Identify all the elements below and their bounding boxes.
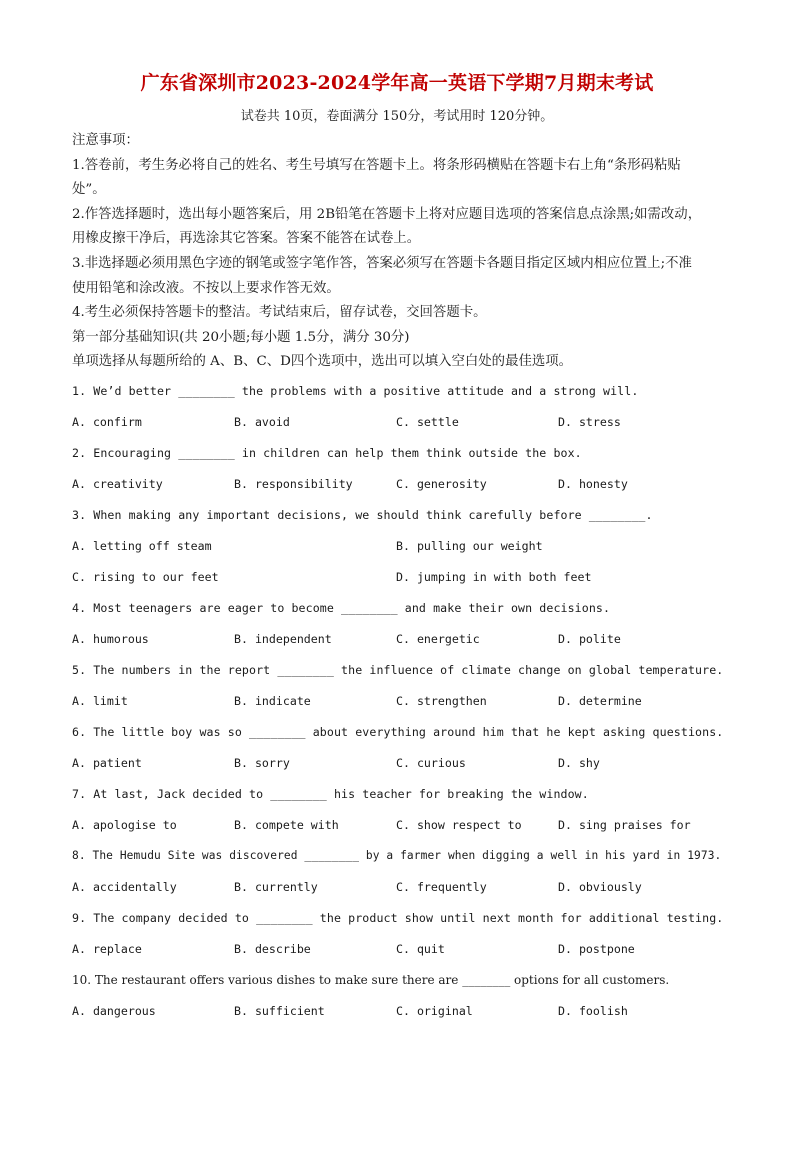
instruction-line: 3.非选择题必须用黑色字迹的钢笔或签字笔作答，答案必须写在答题卡各题目指定区域内相应位置上;不准 — [72, 255, 692, 271]
question-text: 10. The restaurant offers various dishes to make sure there are ________ options for all customers. — [72, 973, 670, 987]
instructions-heading: 注意事项： — [72, 133, 139, 148]
option-c: C. generosity — [396, 477, 487, 491]
part-title: 第一部分基础知识(共 20小题;每小题 1.5分，满分 30分) — [72, 329, 410, 345]
option-b: B. describe — [234, 942, 311, 956]
question-options — [72, 750, 734, 781]
option-a: A. replace — [72, 942, 142, 956]
option-c: C. energetic — [396, 632, 480, 646]
question-options — [72, 874, 734, 905]
question-options — [72, 688, 734, 719]
option-b: B. indicate — [234, 694, 311, 708]
option-d: D. foolish — [558, 1004, 628, 1018]
instruction-line: 1.答卷前，考生务必将自己的姓名、考生号填写在答题卡上。将条形码横贴在答题卡右上角“条形码粘贴 — [72, 157, 681, 173]
option-b: B. sufficient — [234, 1004, 325, 1018]
instruction-line: 2.作答选择题时，选出每小题答案后，用 2B铅笔在答题卡上将对应题目选项的答案信息点涂黑;如需改动， — [72, 206, 702, 222]
option-c: C. show respect to — [396, 818, 522, 832]
question-text: 1. We’d better ________ the problems with a positive attitude and a strong will. — [72, 384, 639, 398]
option-d: D. obviously — [558, 880, 642, 894]
instruction-line: 4.考生必须保持答题卡的整洁。考试结束后，留存试卷，交回答题卡。 — [72, 305, 487, 321]
option-d: D. jumping in with both feet — [396, 570, 592, 584]
option-a: A. apologise to — [72, 818, 177, 832]
exam-title: 广东省深圳市2023-2024学年高一英语下学期7月期末考试 — [140, 72, 654, 94]
question-text: 6. The little boy was so ________ about everything around him that he kept asking questions. — [72, 725, 724, 739]
question-text: 7. At last, Jack decided to ________ his teacher for breaking the window. — [72, 787, 589, 801]
option-c: C. strengthen — [396, 694, 487, 708]
option-c: C. quit — [396, 942, 445, 956]
question-options — [72, 533, 734, 564]
question-list — [72, 378, 734, 1029]
instruction-line: 处”。 — [72, 182, 106, 198]
option-a: A. accidentally — [72, 880, 177, 894]
exam-subtitle: 试卷共 10页，卷面满分 150分，考试用时 120分钟。 — [240, 109, 554, 124]
option-d: D. polite — [558, 632, 621, 646]
option-b: B. sorry — [234, 756, 290, 770]
option-a: A. dangerous — [72, 1004, 156, 1018]
option-b: B. compete with — [234, 818, 339, 832]
option-d: D. determine — [558, 694, 642, 708]
question-options — [72, 626, 734, 657]
instructions-section — [72, 129, 722, 375]
question-options — [72, 564, 734, 595]
option-a: A. humorous — [72, 632, 149, 646]
option-a: A. patient — [72, 756, 142, 770]
question-text: 9. The company decided to ________ the product show until next month for additional testing. — [72, 911, 724, 925]
question-options — [72, 998, 734, 1029]
instruction-line: 使用铅笔和涂改液。不按以上要求作答无效。 — [72, 280, 340, 296]
part-instruction: 单项选择从每题所给的 A、B、C、D四个选项中，选出可以填入空白处的最佳选项。 — [72, 354, 573, 370]
option-a: A. creativity — [72, 477, 163, 491]
option-b: B. avoid — [234, 415, 290, 429]
option-c: C. original — [396, 1004, 473, 1018]
option-c: C. rising to our feet — [72, 570, 219, 584]
question-options — [72, 409, 734, 440]
option-d: D. stress — [558, 415, 621, 429]
question-text: 8. The Hemudu Site was discovered ________ by a farmer when digging a well in his yard in 1973. — [72, 849, 722, 862]
option-a: A. letting off steam — [72, 539, 212, 553]
option-a: A. limit — [72, 694, 128, 708]
question-text: 5. The numbers in the report ________ the influence of climate change on global temperature. — [72, 663, 724, 677]
option-c: C. frequently — [396, 880, 487, 894]
question-text: 3. When making any important decisions, we should think carefully before ________. — [72, 508, 653, 522]
option-c: C. settle — [396, 415, 459, 429]
option-d: D. honesty — [558, 477, 628, 491]
instruction-line: 用橡皮擦干净后，再选涂其它答案。答案不能答在试卷上。 — [72, 231, 421, 247]
option-d: D. sing praises for — [558, 818, 691, 832]
option-b: B. currently — [234, 880, 318, 894]
option-b: B. independent — [234, 632, 332, 646]
question-text: 2. Encouraging ________ in children can help them think outside the box. — [72, 446, 582, 460]
question-options — [72, 936, 734, 967]
option-b: B. pulling our weight — [396, 539, 543, 553]
option-c: C. curious — [396, 756, 466, 770]
option-d: D. shy — [558, 756, 600, 770]
question-options — [72, 812, 734, 843]
question-options — [72, 471, 734, 502]
question-text: 4. Most teenagers are eager to become ________ and make their own decisions. — [72, 601, 611, 615]
option-d: D. postpone — [558, 942, 635, 956]
option-b: B. responsibility — [234, 477, 353, 491]
option-a: A. confirm — [72, 415, 142, 429]
